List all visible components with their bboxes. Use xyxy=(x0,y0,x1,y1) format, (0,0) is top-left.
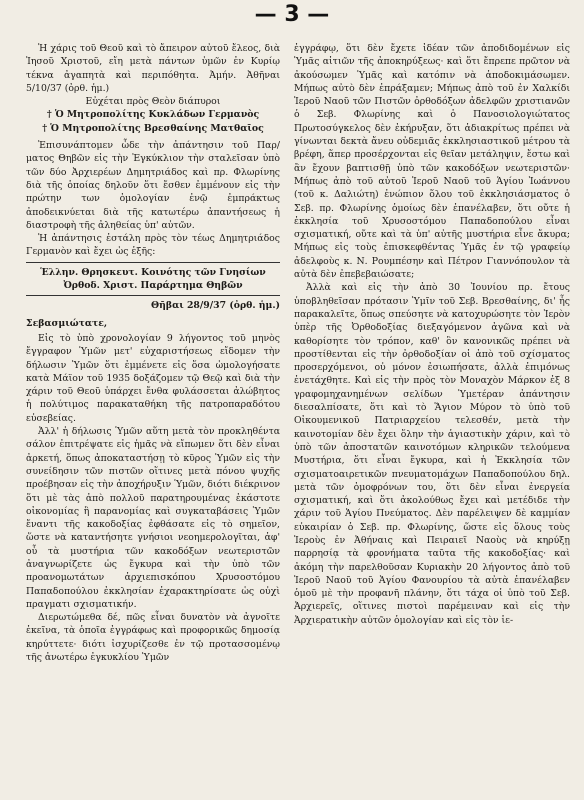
attachment-paragraph: Ἐπισυνάπτομεν ὧδε τὴν ἀπάντησιν τοῦ Παρ/ματος Θηβῶν εἰς τὴν Ἐγκύκλιον τὴν σταλεῖσαν ὑπὸ τῶν δύο Ἀρχιερέων Δημητριάδος καὶ πρ. Φλωρίνης διὰ τῆς ὁποίας δηλοῦν ὅτι ἔσθεν ἐμμένουν εἰς τὴν πρώτην των ὁμολογίαν ἐνῷ ἐμπράκτως ἀποδεικνύεται διὰ τῆς κατωτέρω ἀπαντήσεως ἡ διαστροφὴ τῆς ἀληθείας ὑπ' αὐτῶν. xyxy=(26,140,280,231)
page-number: — 3 — xyxy=(254,2,330,27)
right-paragraph-1: ἐγγράφῳ, ὅτι δὲν ἔχετε ἰδέαν τῶν ἀποδιδομένων εἰς Ὑμᾶς αἰτιῶν τῆς ἀποκηρύξεως· καὶ ὅτι ἔπρεπε πρῶτον νὰ ἀκούσωμεν Ὑμᾶς καὶ κατόπιν νὰ ἀποδοκιμάσωμεν. Μήπως αὐτὸ δὲν ἐπράξαμεν; Μήπως ἀπὸ τοῦ ἐν Χαλκίδι Ἱεροῦ Ναοῦ τῶν Πιστῶν ὀρθοδόξων ἀδελφῶν χριστιανῶν ὁ Σεβ. Φλωρίνης καὶ ὁ Πανοσιολογιώτατος Πρωτοσύγκελος δὲν ἐκήρυξαν, ὅτι ἀδιακρίτως πρέπει νὰ γίνωνται δεκτὰ ἄνευ οὐδεμιᾶς ἐκκλησιαστικοῦ μέτρου τὰ βρέφη, ἅπερ προσέρχονται εἰς θεῖαν μετάληψιν, ἔστω καὶ ἂν ἔχουν βαπτισθῇ ὑπὸ τῶν κακοδόξων νεωτεριστῶν· Μήπως ἀπὸ τοῦ αὐτοῦ Ἱεροῦ Ναοῦ τοῦ Ἁγίου Ἰωάννου (τοῦ κ. Δαλιώτη) ἐνώπιον ὅλου τοῦ ἐκκλησιάσματος ὁ Σεβ. πρ. Φλωρίνης ὁμοίως δὲν ἐπανέλαβεν, ὅτι οὔτε ἡ ἐκκλησία τοῦ Χρυσοστόμου Παπαδοπούλου εἶναι σχισματική, οὔτε καὶ τὰ ὑπ' αὐτῆς μυστήρια εἶνε ἄκυρα; Μήπως εἰς τοὺς ἐπισκεφθέντας Ὑμᾶς ἐν τῷ γραφείῳ ἀδελφοὺς κ. Ν. Ρουμπέσην καὶ Πέτρον Γιαννόπουλον τὰ αὐτὰ δὲν ἐπεβεβαιώσατε; xyxy=(294,43,570,281)
signature-kyklades: † Ὁ Μητροπολίτης Κυκλάδων Γερμανὸς xyxy=(46,109,260,121)
body-paragraph-1: Εἰς τὸ ὑπὸ χρονολογίαν 9 λήγοντος τοῦ μηνὸς ἔγγραφον Ὑμῶν μετ' εὐχαριστήσεως εἴδομεν τὴν δήλωσιν Ὑμῶν ὅτι ἐμμένετε εἰς ὅσα ὡμολογήσατε κατὰ Μάϊον τοῦ 1935 δοξάζομεν τῷ Θεῷ καὶ διὰ τὴν χάριν τοῦ Θεοῦ ὑπάρχει ἔνθα φυλάσσεται ἀλώβητος ἡ πολύτιμος παρακαταθήκη τῆς πατροπαραδότου εὐσεβείας. xyxy=(26,332,280,424)
letterhead-line-1: Ἑλλην. Θρησκευτ. Κοινότης τῶν Γνησίων xyxy=(40,266,266,278)
right-paragraph-2: Ἀλλὰ καὶ εἰς τὴν ἀπὸ 30 Ἰουνίου πρ. ἔτους ὑποβληθεῖσαν πρότασιν Ὑμῖν τοῦ Σεβ. Βρεσθαίνης, δι' ἧς παρακαλεῖτε, ὅπως σπεύσητε νὰ κατοχυρώσητε τὸν Ἱερὸν ὑπὲρ τῆς Ὀρθοδοξίας διεξαγόμενον ἀγῶνα καὶ νὰ καθορίσητε τὸν τρόπον, καθ' ὃν κανονικῶς πρέπει νὰ προστίθενται εἰς τὴν ὀρθοδοξίαν οἱ ἀπὸ τοῦ σχίσματος προσερχόμενοι, οὐ μόνον ἐσιωπήσατε, ἀλλὰ ἐπιμόνως ἐνετάχθητε. Καὶ εἰς τὴν πρὸς τὸν Μοναχὸν Μάρκον ἐξ 8 γραφομηχανημένων σελίδων Ὑμετέραν ἀπάντησιν διεσαλπίσατε, ὅτι καὶ τὸ Ἅγιον Μύρον τὸ ὑπὸ τοῦ Οἰκουμενικοῦ Πατριαρχείου τελεσθέν, μετὰ τὴν καινοτομίαν δὲν ἔχει ὅλην τὴν ἁγιαστικὴν χάριν, καὶ τὸ ὑπὸ τῶν ἀποστατῶν καινοτόμων κληρικῶν τελούμενα Μυστήρια, ὅτι εἶναι ἔγκυρα, καὶ ἡ Ἐκκλησία τῶν σχισματοαιρετικῶν πνευματομάχων Παπαδοπούλου δηλ. μετὰ τῶν ὁμοφρόνων του, ὅτι δὲν εἶναι ἐνεργεία σχισματική, καὶ ὅτι ἀκολούθως ἔχει καὶ μετέδιδε τὴν χάριν τοῦ Ἁγίου Πνεύματος. Δὲν παρέλειψεν δὲ καμμίαν εὐκαιρίαν ὁ Σεβ. πρ. Φλωρίνης, ὥστε εἰς ὅλους τοὺς Ἱεροὺς ἐν Ἀθήναις καὶ Πειραιεῖ Ναοὺς νὰ κηρύξῃ παρρησίᾳ τὰ φρονήματα ταῦτα τῆς κακοδοξίας· καὶ ἀκόμη τὴν παρελθοῦσαν Κυριακὴν 20 λήγοντος ἀπὸ τοῦ Ἱεροῦ Ναοῦ τοῦ Ἁγίου Φανουρίου τὰ αὐτὰ ἐπανέλαβεν ὁμοῦ μὲ τὴν προφανῆ πλάνην, ὅτι τάχα οἱ ὑπὸ τοῦ Σεβ. Ἀρχιερεῖς, οἵτινες πιστοὶ παρέμειναν καὶ εἰς τὴν Ἀρχιερατικὴν αὐτῶν ὁμολογίαν καὶ εἰς τὸν ἱε- xyxy=(294,282,570,626)
body-paragraph-3: Διερωτώμεθα δέ, πῶς εἶναι δυνατὸν νὰ ἀγνοῖτε ἐκεῖνα, τὰ ὁποῖα ἐγγράφως καὶ προφορικῶς δημοσίᾳ κηρύττετε· διότι ἰσχυρίζεσθε ἐν τῷ προτασσομένῳ τῆς ἀνωτέρω ἐγκυκλίου Ὑμῶν xyxy=(26,612,280,664)
separator-bottom xyxy=(26,295,280,296)
right-column xyxy=(294,42,570,627)
reply-intro-paragraph: Ἡ ἀπάντησις ἐστάλη πρὸς τὸν τέως Δημητριάδος Γερμανὸν καὶ ἔχει ὡς ἑξῆς: xyxy=(26,233,280,258)
letterhead-line-2: Ὀρθοδ. Χριστ. Παράρτημα Θηβῶν xyxy=(63,280,243,292)
wish-line: Εὐχέται πρὸς Θεὸν διάπυροι xyxy=(85,96,221,108)
closing-paragraph: Ἡ χάρις τοῦ Θεοῦ καὶ τὸ ἄπειρον αὐτοῦ ἔλεος, διὰ Ἰησοῦ Χριστοῦ, εἴη μετὰ πάντων ὑμῶν ἐν Κυρίῳ τέκνα ἀγαπητὰ καὶ περιπόθητα. Ἀμήν. Ἀθῆναι 5/10/37 (ὀρθ. ἡμ.) xyxy=(26,43,280,94)
letter-date: Θῆβαι 28/9/37 (ὀρθ. ἡμ.) xyxy=(151,300,280,312)
salutation: Σεβασμιώτατε, xyxy=(26,317,108,329)
left-column xyxy=(26,42,280,664)
signature-vresthene: † Ὁ Μητροπολίτης Βρεσθαίνης Ματθαῖος xyxy=(42,122,264,134)
separator-top xyxy=(26,262,280,263)
body-paragraph-2: Ἀλλ' ἡ δήλωσις Ὑμῶν αὕτη μετὰ τὸν προκληθέντα σάλον ἐπιτρέψατε εἰς ἡμᾶς νὰ εἴπωμεν ὅτι δὲν εἶναι ἀρκετή, ὅπως ἀποκαταστήσῃ τὸ κῦρος Ὑμῶν εἰς τὴν συνείδησιν τῶν πιστῶν οἵτινες μετὰ πόνου ψυχῆς προέβησαν εἰς τὴν ἀποχήρυξιν Ὑμῶν, διότι διέκρινον ὅτι μὲ τὰς ἀπὸ πολλοῦ παρατηρουμένας ἑκάστοτε οἰκονομίας ἢ παρανομίας καὶ συγκαταβάσεις Ὑμῶν ἔναντι τῆς κακοδοξίας ἐφθάσατε εἰς τὸ σημεῖον, ὥστε νὰ καταντήσητε γνήσιοι νεοημερολογῖται, ἀφ' οὗ τὰ μυστήρια τῶν κακοδόξων νεωτεριστῶν ἀναγνωρίζετε ὡς ἔγκυρα καὶ τὴν ὑπὸ τῶν προανομωτάτων ἀρχιεπισκόπου Χρυσοστόμου Παπαδοπούλου ἐκκλησίαν ἐχαρακτηρίσατε ὡς οὐχὶ πραγματι σχισματικήν. xyxy=(26,426,280,610)
